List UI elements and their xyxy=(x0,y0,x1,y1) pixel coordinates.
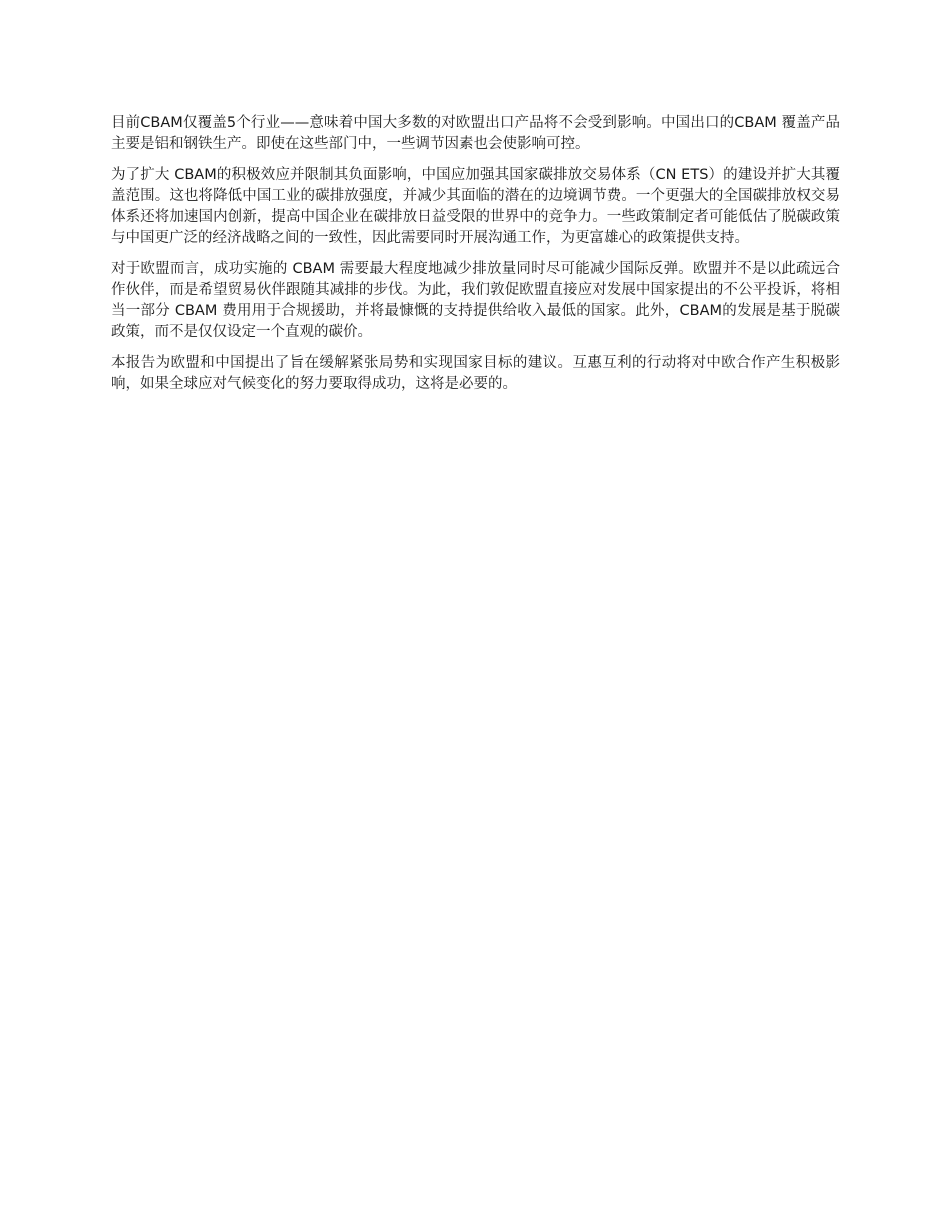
paragraph-china-ets: 为了扩大 CBAM的积极效应并限制其负面影响，中国应加强其国家碳排放交易体系（CN ETS）的建设并扩大其覆盖范围。这也将降低中国工业的碳排放强度，并减少其面临的潜在的边境调节费。一个更强大的全国碳排放权交易体系还将加速国内创新，提高中国企业在碳排放日益受限的世界中的竞争力。一些政策制定者可能低估了脱碳政策与中国更广泛的经济战略之间的一致性，因此需要同时开展沟通工作，为更富雄心的政策提供支持。 xyxy=(111,167,840,246)
paragraph-report-recommendations: 本报告为欧盟和中国提出了旨在缓解紧张局势和实现国家目标的建议。互惠互利的行动将对中欧合作产生积极影响，如果全球应对气候变化的努力要取得成功，这将是必要的。 xyxy=(111,355,840,392)
paragraph-cbam-coverage: 目前CBAM仅覆盖5个行业——意味着中国大多数的对欧盟出口产品将不会受到影响。中国出口的CBAM 覆盖产品主要是铝和钢铁生产。即使在这些部门中，一些调节因素也会使影响可控。 xyxy=(111,115,840,152)
document-body xyxy=(111,113,840,405)
paragraph-eu-implementation: 对于欧盟而言，成功实施的 CBAM 需要最大程度地减少排放量同时尽可能减少国际反弹。欧盟并不是以此疏远合作伙伴，而是希望贸易伙伴跟随其减排的步伐。为此，我们敦促欧盟直接应对发展中国家提出的不公平投诉，将相当一部分 CBAM 费用用于合规援助，并将最慷慨的支持提供给收入最低的国家。此外，CBAM的发展是基于脱碳政策，而不是仅仅设定一个直观的碳价。 xyxy=(111,261,840,340)
